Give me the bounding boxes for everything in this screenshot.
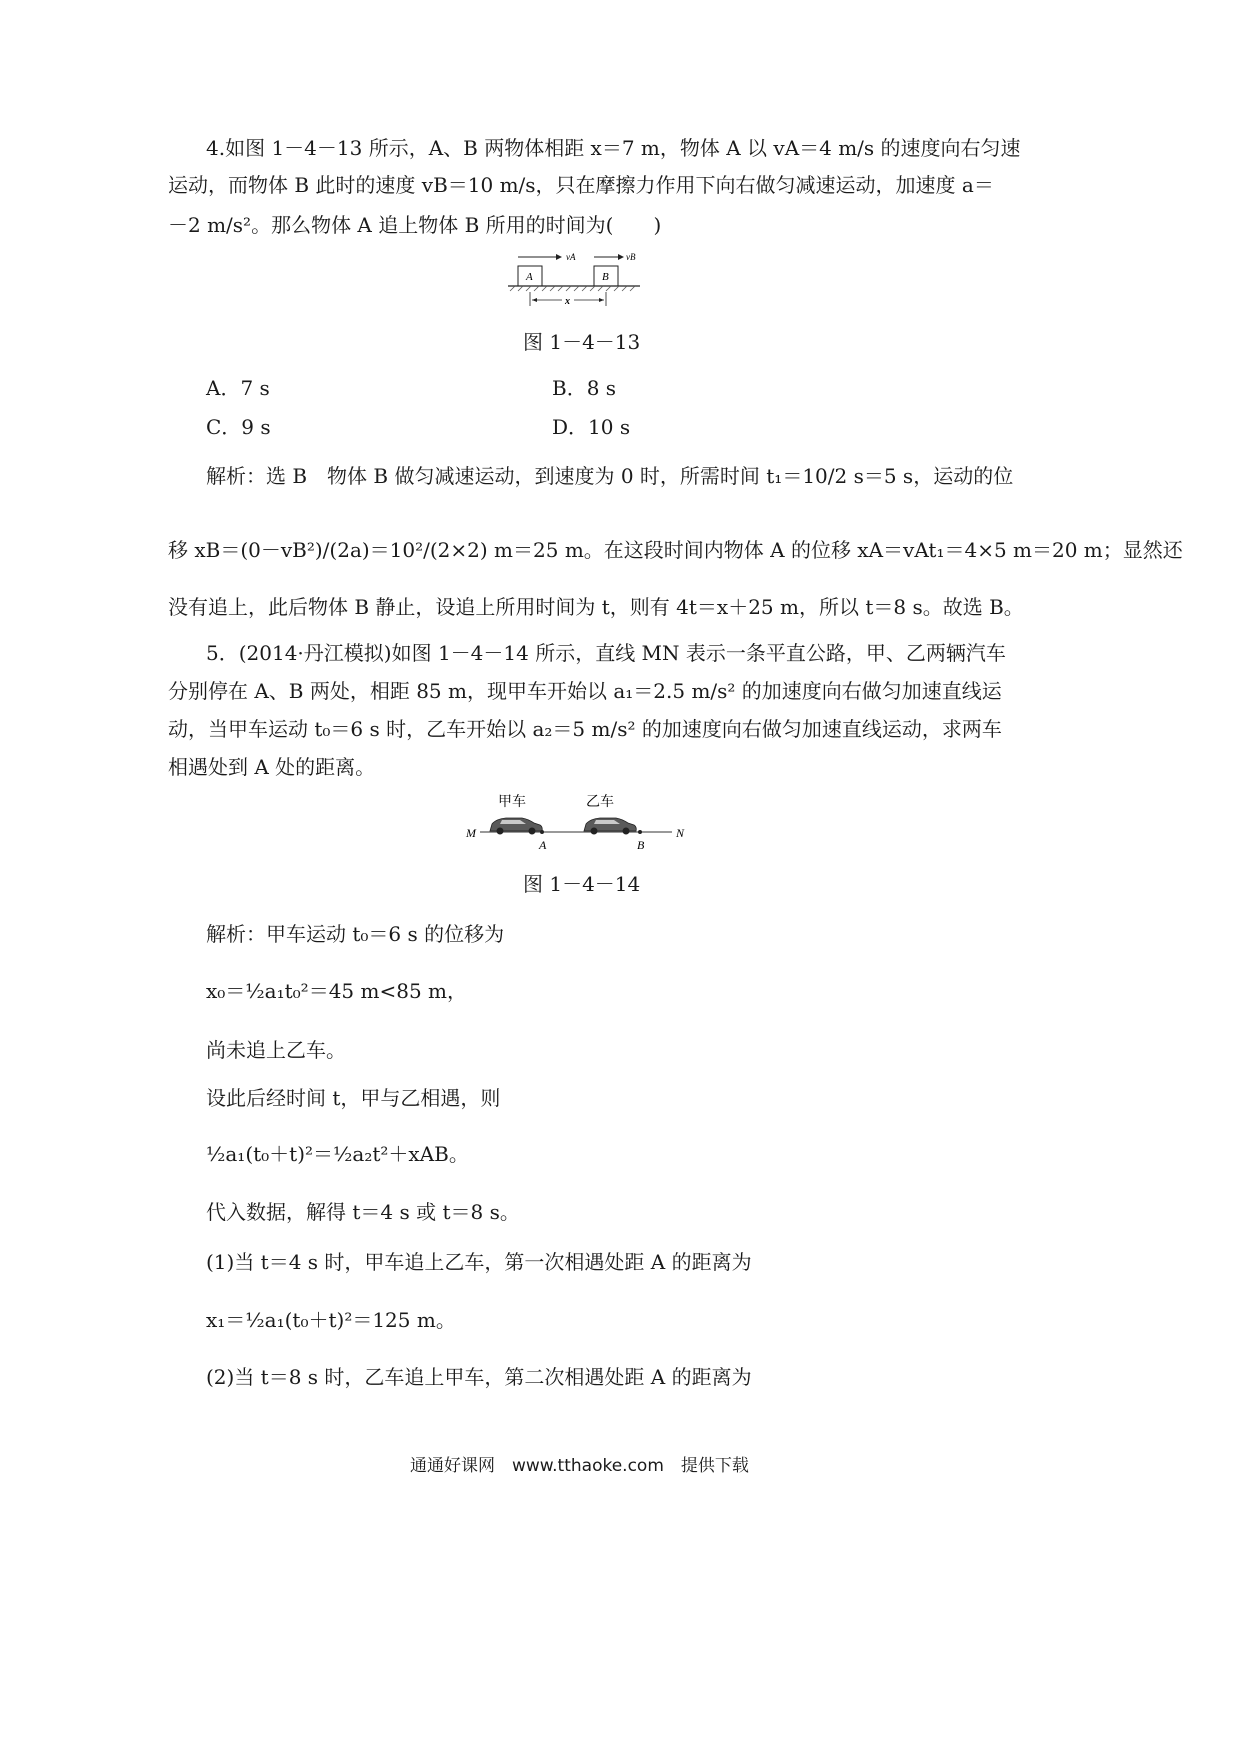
q5-line-4: 相遇处到 A 处的距离。 [168, 755, 376, 779]
figure-1-4-14 [462, 790, 702, 852]
q5-line-1: 5．(2014·丹江模拟)如图 1－4－14 所示，直线 MN 表示一条平直公路，甲、乙两辆汽车 [206, 641, 1006, 665]
page-footer: 通通好课网 www.tthaoke.com 提供下载 [410, 1456, 749, 1476]
q5-solution-line-1: 解析：甲车运动 t₀＝6 s 的位移为 [206, 922, 505, 946]
option-a: A．7 s [206, 376, 270, 400]
svg-text:B: B [602, 271, 609, 283]
q5-solution-line-6: 代入数据，解得 t＝4 s 或 t＝8 s。 [206, 1200, 520, 1224]
label-va: vA [566, 252, 576, 262]
label-n: N [676, 826, 685, 840]
option-c: C．9 s [206, 415, 271, 439]
q5-line-2: 分别停在 A、B 两处，相距 85 m，现甲车开始以 a₁＝2.5 m/s² 的加速度向右做匀加速直线运 [168, 679, 1002, 703]
q4-solution-line-2: 移 xB＝(0－vB²)/(2a)＝10²/(2×2) m＝25 m。在这段时间内物体 A 的位移 xA＝vAt₁＝4×5 m＝20 m；显然还 [168, 538, 1183, 562]
q5-solution-line-7: (1)当 t＝4 s 时，甲车追上乙车，第一次相遇处距 A 的距离为 [206, 1250, 752, 1274]
q4-solution-line-3: 没有追上，此后物体 B 静止，设追上所用时间为 t，则有 4t＝x＋25 m，所以 t＝8 s。故选 B。 [168, 595, 1024, 619]
label-x: x [565, 296, 570, 307]
figure-caption-1-4-14: 图 1－4－14 [523, 872, 641, 896]
q5-solution-line-2: x₀＝½a₁t₀²＝45 m<85 m， [206, 979, 467, 1003]
label-b: B [637, 838, 645, 852]
q4-line-3: －2 m/s²。那么物体 A 追上物体 B 所用的时间为( ) [168, 213, 662, 237]
q4-line-2: 运动，而物体 B 此时的速度 vB＝10 m/s，只在摩擦力作用下向右做匀减速运动，加速度 a＝ [168, 173, 994, 197]
q5-solution-line-9: (2)当 t＝8 s 时，乙车追上甲车，第二次相遇处距 A 的距离为 [206, 1365, 752, 1389]
figure-caption-1-4-13: 图 1－4－13 [523, 330, 641, 354]
option-b: B．8 s [552, 376, 617, 400]
q4-solution-line-1: 解析：选 B 物体 B 做匀减速运动，到速度为 0 时，所需时间 t₁＝10/2 s＝5 s，运动的位 [206, 464, 1014, 488]
q5-solution-line-5: ½a₁(t₀＋t)²＝½a₂t²＋xAB。 [206, 1142, 469, 1166]
option-d: D．10 s [552, 415, 631, 439]
label-vb: vB [626, 252, 636, 262]
label-car-yi: 乙车 [586, 794, 614, 810]
q4-line-1: 4.如图 1－4－13 所示，A、B 两物体相距 x＝7 m，物体 A 以 vA＝4 m/s 的速度向右匀速 [206, 136, 1021, 160]
label-m: M [466, 826, 476, 840]
label-car-jia: 甲车 [498, 794, 526, 810]
q5-solution-line-3: 尚未追上乙车。 [206, 1038, 346, 1062]
figure-1-4-13 [506, 248, 646, 310]
svg-text:A: A [526, 271, 533, 283]
label-a: A [539, 838, 547, 852]
q5-solution-line-8: x₁＝½a₁(t₀＋t)²＝125 m。 [206, 1308, 456, 1332]
q5-line-3: 动，当甲车运动 t₀＝6 s 时，乙车开始以 a₂＝5 m/s² 的加速度向右做匀加速直线运动，求两车 [168, 717, 1002, 741]
q5-solution-line-4: 设此后经时间 t，甲与乙相遇，则 [206, 1086, 501, 1110]
